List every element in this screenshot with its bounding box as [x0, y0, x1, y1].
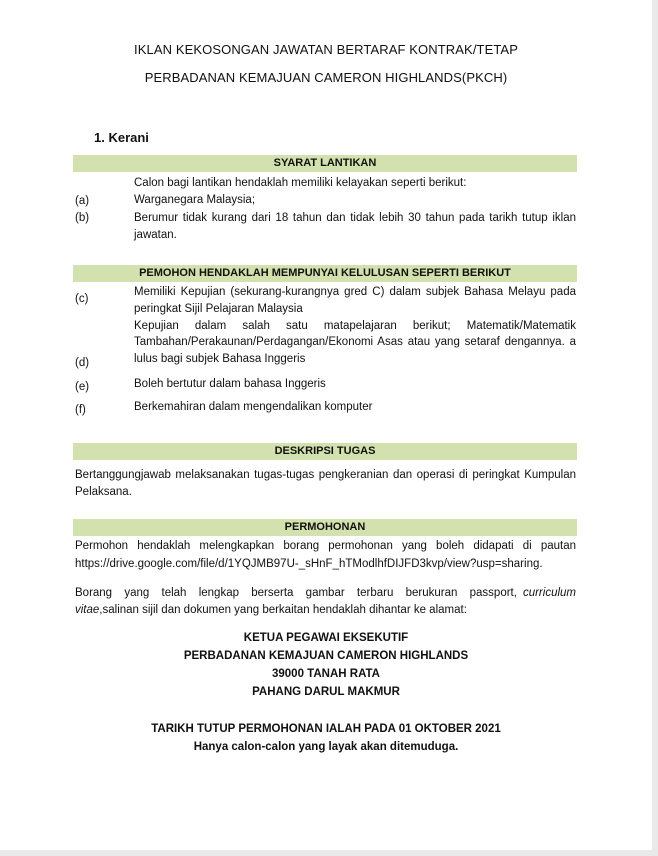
section-title: PEMOHON HENDAKLAH MEMPUNYAI KELULUSAN SEPERTI BERIKUT [139, 267, 511, 279]
address-line: KETUA PEGAWAI EKSEKUTIF [243, 632, 409, 644]
permohonan-para2-line1 [75, 585, 576, 602]
item-text: Memiliki Kepujian (sekurang-kurangnya gred C) dalam subjek Bahasa Melayu pada [134, 286, 576, 298]
section-bar-kelulusan [73, 265, 577, 282]
item-label: (a) [75, 195, 90, 207]
item-text: Berkemahiran dalam mengendalikan komputer [134, 401, 373, 413]
address-line: 39000 TANAH RATA [272, 668, 380, 680]
position-heading: 1. Kerani [94, 130, 149, 145]
permohonan-text-italic: vitae [75, 604, 100, 616]
section-bar-deskripsi [73, 443, 577, 460]
item-text: jawatan. [134, 229, 177, 241]
section-bar-syarat [73, 155, 577, 172]
item-text: Warganegara Malaysia; [134, 194, 256, 206]
item-text: peringkat Sijil Pelajaran Malaysia [134, 303, 303, 315]
permohonan-text-italic: curriculum [522, 587, 576, 599]
section-bar-permohonan [73, 519, 577, 536]
closing-date: TARIKH TUTUP PERMOHONAN IALAH PADA 01 OKTOBER 2021 [151, 723, 501, 735]
address-line: PAHANG DARUL MAKMUR [252, 686, 400, 698]
permohonan-para2-line2 [75, 602, 467, 619]
item-text: Boleh bertutur dalam bahasa Inggeris [134, 378, 326, 390]
item-label: (f) [75, 404, 86, 416]
item-text: lulus bagi subjek Bahasa Inggeris [134, 353, 306, 365]
address-line: PERBADANAN KEMAJUAN CAMERON HIGHLANDS [183, 650, 469, 662]
deskripsi-text: Bertanggungjawab melaksanakan tugas-tugas pengkeranian dan operasi di peringkat Kumpulan [75, 469, 576, 481]
item-text: Tambahan/Perakaunan/Perdagangan/Ekonomi Asas atau yang setaraf dengannya. a [134, 336, 576, 348]
permohonan-text: Permohon hendaklah melengkapkan borang permohonan yang boleh didapati di pautan [75, 540, 576, 552]
organization-title: PERBADANAN KEMAJUAN CAMERON HIGHLANDS(PKCH) [144, 70, 508, 85]
application-form-link[interactable]: https://drive.google.com/file/d/1YQJMB97U-_sHnF_hTModlhfDIJFD3kvp/view?usp=sharing. [75, 558, 543, 570]
section-title: SYARAT LANTIKAN [273, 157, 377, 169]
item-label: (d) [75, 357, 90, 369]
deskripsi-text: Pelaksana. [75, 486, 132, 498]
ad-title: IKLAN KEKOSONGAN JAWATAN BERTARAF KONTRAK/TETAP [134, 42, 518, 57]
section-title: DESKRIPSI TUGAS [274, 445, 376, 457]
syarat-intro: Calon bagi lantikan hendaklah memiliki kelayakan seperti berikut: [134, 177, 467, 189]
item-text: Berumur tidak kurang dari 18 tahun dan tidak lebih 30 tahun pada tarikh tutup iklan [134, 212, 576, 224]
item-label: (e) [75, 381, 90, 393]
permohonan-text: ,salinan sijil dan dokumen yang berkaitan hendaklah dihantar ke alamat: [99, 604, 467, 616]
section-title: PERMOHONAN [284, 521, 366, 533]
permohonan-text: Borang yang telah lengkap berserta gambar terbaru berukuran passport, [75, 587, 517, 599]
item-label: (c) [75, 293, 89, 305]
item-text: Kepujian dalam salah satu matapelajaran berikut; Matematik/Matematik [134, 320, 576, 332]
item-label: (b) [75, 212, 90, 224]
interview-note: Hanya calon-calon yang layak akan ditemuduga. [193, 741, 459, 753]
